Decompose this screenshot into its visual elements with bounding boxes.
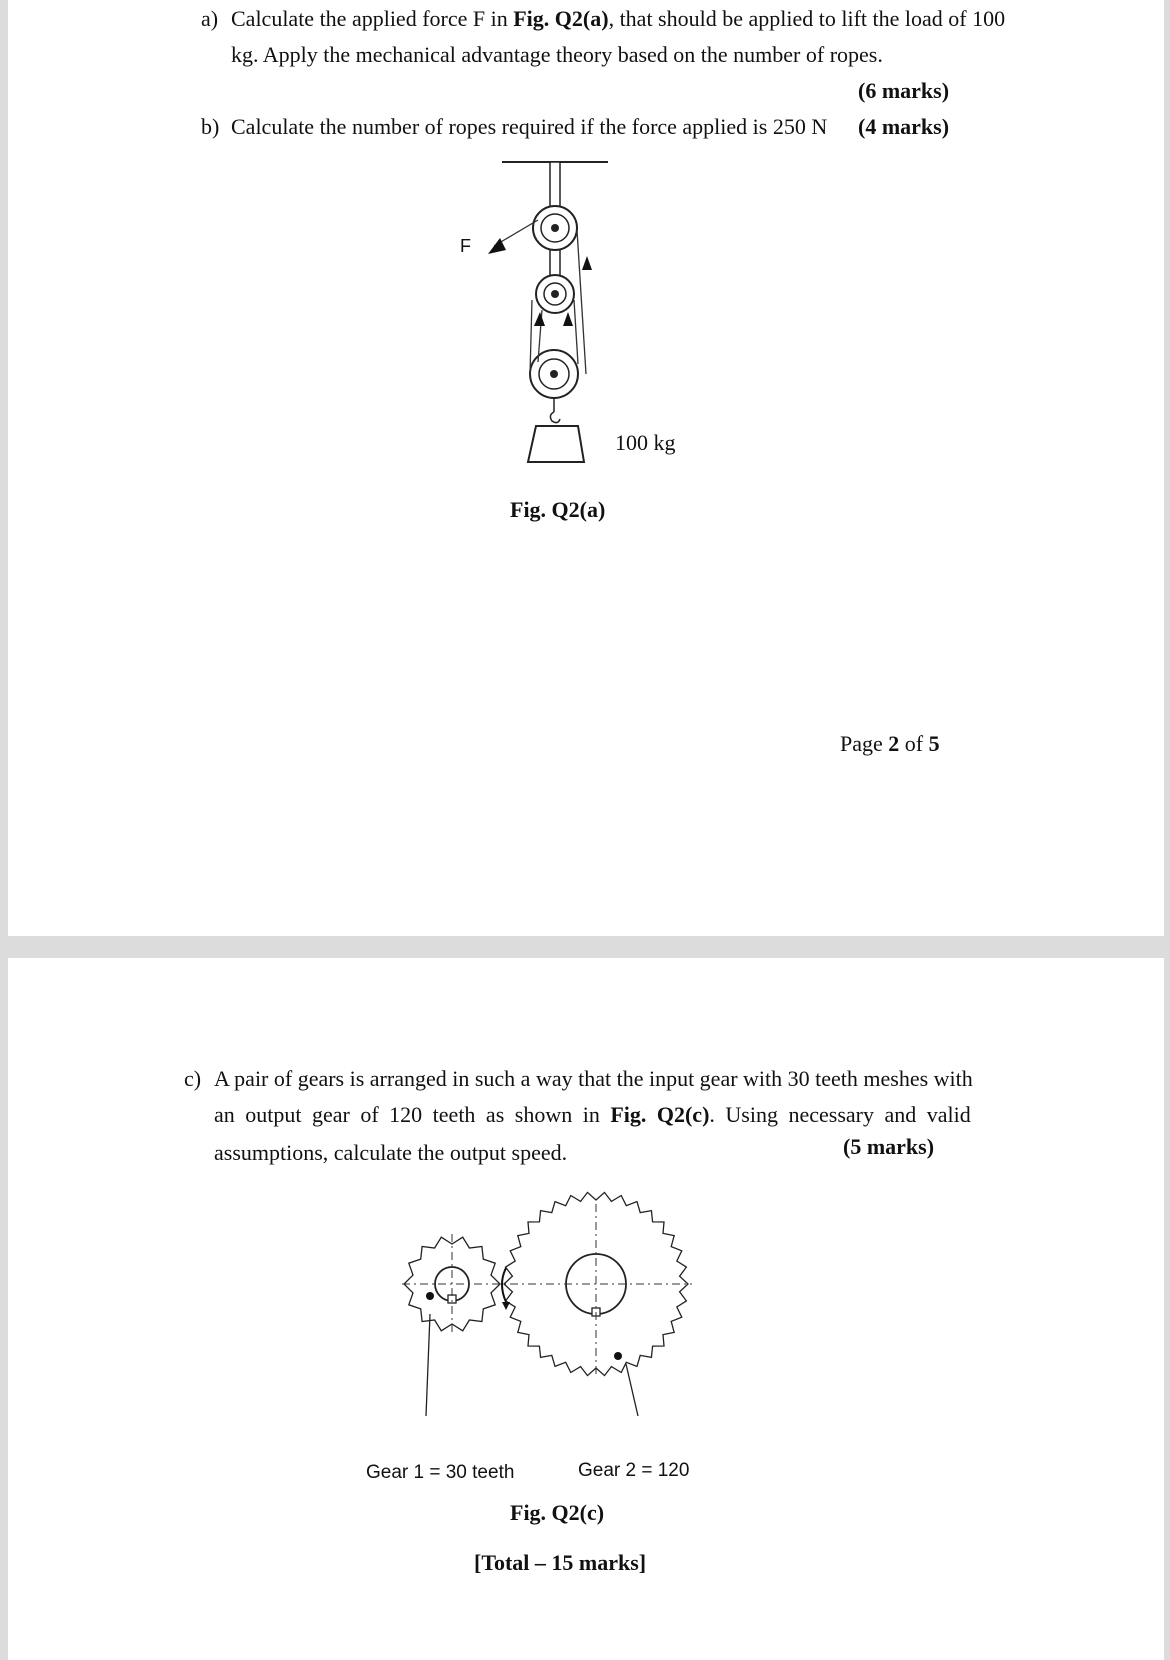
gear-1-leader-line xyxy=(426,1314,430,1416)
rope-tension-arrow-icon xyxy=(582,256,592,270)
question-b-marks: (4 marks) xyxy=(858,114,950,139)
exam-page-2 xyxy=(8,958,1164,1660)
load-weight-block xyxy=(528,426,584,462)
rotation-arrowhead-icon xyxy=(502,1302,510,1310)
pulley-system-diagram xyxy=(448,150,748,480)
page-number: Page 2 of 5 xyxy=(840,731,940,756)
gear-1-label: Gear 1 = 30 teeth xyxy=(366,1462,515,1483)
gear-2-marker-dot xyxy=(614,1352,622,1360)
question-b-label: b) xyxy=(201,114,220,139)
figure-reference-q2c: Fig. Q2(c) xyxy=(610,1102,710,1127)
rope-tension-arrow-icon xyxy=(534,312,545,326)
gear-1-marker-dot xyxy=(426,1292,434,1300)
load-mass-label: 100 kg xyxy=(615,430,676,455)
top-pulley-icon xyxy=(533,206,577,250)
question-c-marks: (5 marks) xyxy=(843,1134,935,1159)
figure-caption-q2a: Fig. Q2(a) xyxy=(510,497,606,522)
figure-caption-q2c: Fig. Q2(c) xyxy=(510,1500,605,1525)
bottom-pulley-icon xyxy=(530,350,578,398)
gear-2-leader-line xyxy=(626,1364,638,1416)
question-c-line-2: an output gear of 120 teeth as shown in Fig. Q2(c). Using necessary and valid xyxy=(214,1102,971,1127)
question-a-label: a) xyxy=(201,6,219,31)
question-a-line-2: kg. Apply the mechanical advantage theory based on the number of ropes. xyxy=(231,42,883,67)
question-c-line-3: assumptions, calculate the output speed. xyxy=(214,1140,568,1165)
question-c-line-1: A pair of gears is arranged in such a way that the input gear with 30 teeth meshes with xyxy=(214,1066,973,1091)
force-f-label: F xyxy=(460,236,471,256)
exam-page-1 xyxy=(8,0,1164,936)
middle-pulley-icon xyxy=(536,275,574,313)
total-marks: [Total – 15 marks] xyxy=(474,1550,647,1575)
question-b-text: Calculate the number of ropes required if the force applied is 250 N xyxy=(231,114,828,139)
question-a-line-1: Calculate the applied force F in Fig. Q2(a), that should be applied to lift the load of 100 xyxy=(231,6,1006,31)
gear-pair-diagram xyxy=(392,1184,712,1424)
question-c-label: c) xyxy=(184,1066,202,1091)
rope-tension-arrow-icon xyxy=(563,312,573,326)
load-hook-icon xyxy=(550,398,560,423)
gear-2-label: Gear 2 = 120 xyxy=(578,1460,690,1481)
question-a-marks: (6 marks) xyxy=(858,78,950,103)
figure-reference-q2a: Fig. Q2(a) xyxy=(513,6,609,31)
